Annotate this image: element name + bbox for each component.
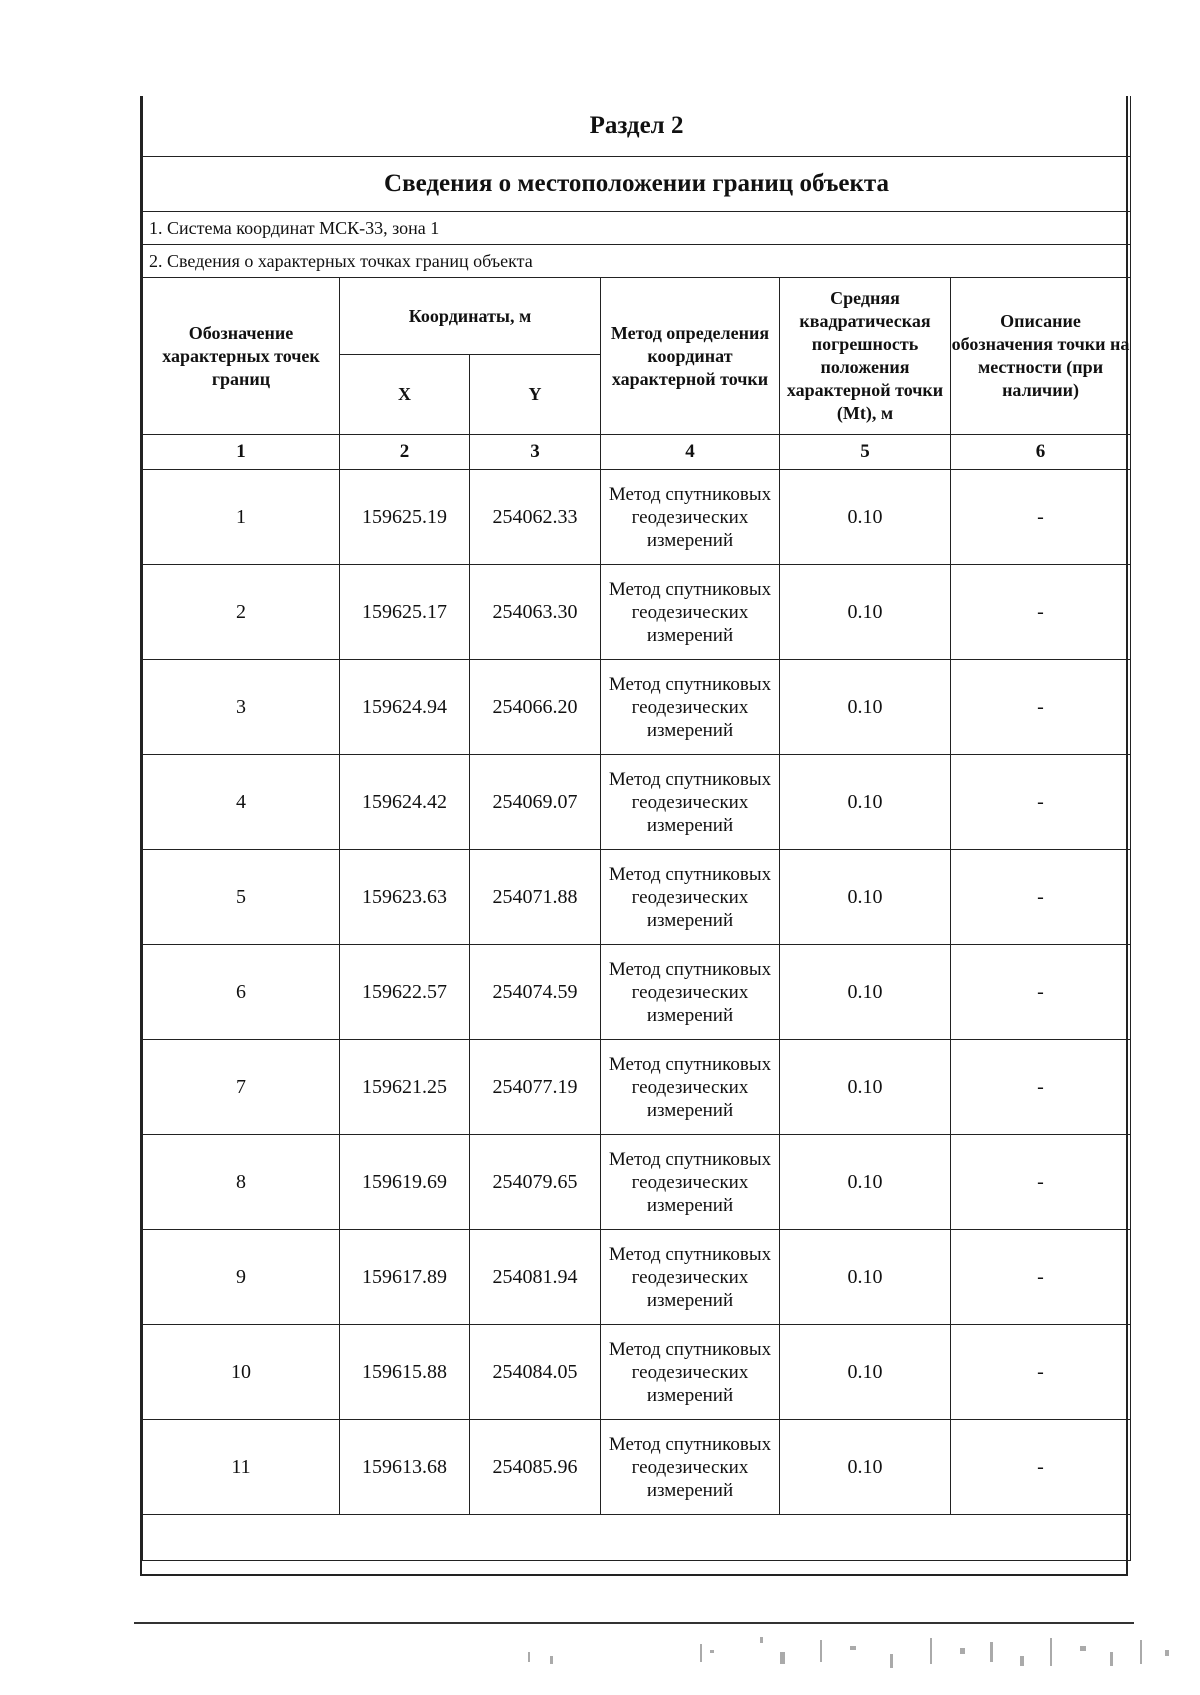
method: Метод спутниковых геодезических измерений [601,1135,780,1230]
method: Метод спутниковых геодезических измерений [601,850,780,945]
point-id: 8 [143,1135,340,1230]
point-description: - [951,565,1131,660]
point-description: - [951,660,1131,755]
coord-x: 159624.42 [340,755,470,850]
coord-y: 254084.05 [470,1325,601,1420]
point-id: 4 [143,755,340,850]
table-row [143,1135,1131,1230]
coord-y: 254074.59 [470,945,601,1040]
header-description: Описание обозначения точки на местности (при наличии) [951,278,1131,435]
point-id: 1 [143,470,340,565]
mean-error: 0.10 [780,1230,951,1325]
mean-error: 0.10 [780,660,951,755]
method: Метод спутниковых геодезических измерений [601,1325,780,1420]
mean-error: 0.10 [780,565,951,660]
column-number: 2 [340,435,470,470]
header-coordinates: Координаты, м [340,278,601,355]
coord-y: 254079.65 [470,1135,601,1230]
mean-error: 0.10 [780,1420,951,1515]
coord-y: 254066.20 [470,660,601,755]
table-row [143,565,1131,660]
point-description: - [951,1135,1131,1230]
coord-y: 254077.19 [470,1040,601,1135]
point-id: 2 [143,565,340,660]
point-id: 11 [143,1420,340,1515]
header-method: Метод определения координат характерной точки [601,278,780,435]
coord-x: 159624.94 [340,660,470,755]
column-number: 4 [601,435,780,470]
scan-noise [520,1632,1180,1682]
coord-x: 159621.25 [340,1040,470,1135]
method: Метод спутниковых геодезических измерений [601,1420,780,1515]
coord-x: 159619.69 [340,1135,470,1230]
column-number: 5 [780,435,951,470]
point-id: 3 [143,660,340,755]
method: Метод спутниковых геодезических измерений [601,565,780,660]
point-id: 6 [143,945,340,1040]
method: Метод спутниковых геодезических измерений [601,1040,780,1135]
coord-y: 254069.07 [470,755,601,850]
table-footer-row [143,1515,1131,1561]
coord-y: 254071.88 [470,850,601,945]
table-row [143,1040,1131,1135]
table-row [143,755,1131,850]
coord-x: 159613.68 [340,1420,470,1515]
point-description: - [951,1325,1131,1420]
point-description: - [951,755,1131,850]
point-description: - [951,945,1131,1040]
table-row [143,470,1131,565]
header-y: Y [470,355,601,435]
header-x: X [340,355,470,435]
method: Метод спутниковых геодезических измерений [601,755,780,850]
table-row [143,660,1131,755]
column-number: 6 [951,435,1131,470]
coord-y: 254085.96 [470,1420,601,1515]
coord-x: 159622.57 [340,945,470,1040]
point-description: - [951,1040,1131,1135]
point-description: - [951,850,1131,945]
table-row [143,1325,1131,1420]
column-number: 1 [143,435,340,470]
point-id: 7 [143,1040,340,1135]
point-id: 5 [143,850,340,945]
point-id: 9 [143,1230,340,1325]
mean-error: 0.10 [780,470,951,565]
coord-y: 254063.30 [470,565,601,660]
method: Метод спутниковых геодезических измерений [601,470,780,565]
mean-error: 0.10 [780,1135,951,1230]
document-sheet [140,96,1128,1576]
point-description: - [951,1230,1131,1325]
boundary-points-table [142,96,1131,1561]
table-row [143,1420,1131,1515]
coord-x: 159625.17 [340,565,470,660]
table-row [143,850,1131,945]
mean-error: 0.10 [780,1325,951,1420]
point-description: - [951,470,1131,565]
header-error: Средняя квадратическая погрешность положения характерной точки (Mt), м [780,278,951,435]
column-number: 3 [470,435,601,470]
coord-x: 159615.88 [340,1325,470,1420]
column-numbers-row [143,435,1131,470]
point-description: - [951,1420,1131,1515]
coord-x: 159623.63 [340,850,470,945]
method: Метод спутниковых геодезических измерений [601,660,780,755]
section-title: Раздел 2 [143,96,1131,157]
mean-error: 0.10 [780,945,951,1040]
points-caption: 2. Сведения о характерных точках границ объекта [143,245,1131,278]
main-title: Сведения о местоположении границ объекта [143,157,1131,212]
table-footer-cell [143,1515,1131,1561]
coord-x: 159617.89 [340,1230,470,1325]
point-id: 10 [143,1325,340,1420]
mean-error: 0.10 [780,1040,951,1135]
header-designation: Обозначение характерных точек границ [143,278,340,435]
method: Метод спутниковых геодезических измерений [601,945,780,1040]
mean-error: 0.10 [780,755,951,850]
table-row [143,945,1131,1040]
coordinate-system: 1. Система координат МСК-33, зона 1 [143,212,1131,245]
coord-x: 159625.19 [340,470,470,565]
mean-error: 0.10 [780,850,951,945]
bottom-rule [134,1622,1134,1624]
table-row [143,1230,1131,1325]
coord-y: 254081.94 [470,1230,601,1325]
method: Метод спутниковых геодезических измерений [601,1230,780,1325]
coord-y: 254062.33 [470,470,601,565]
